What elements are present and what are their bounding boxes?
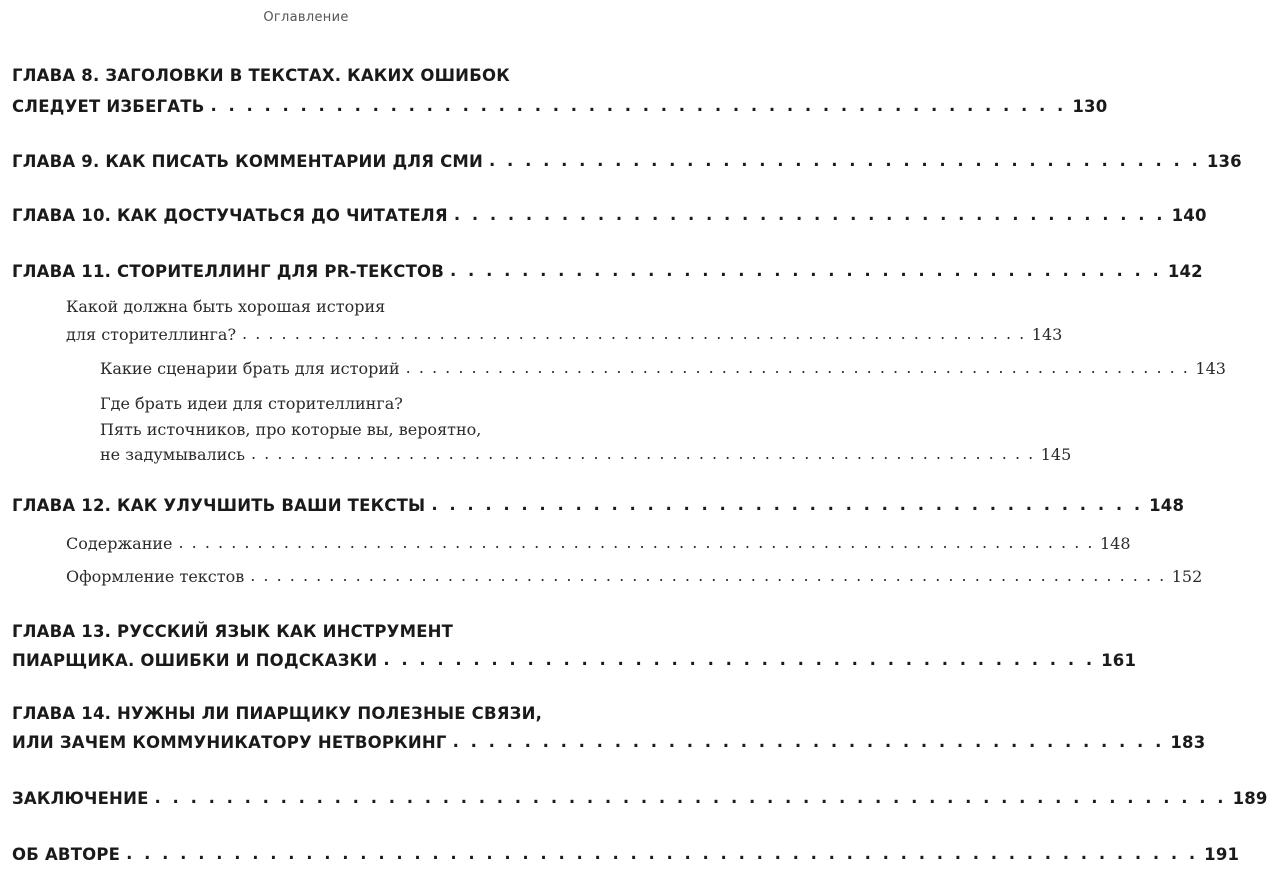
toc-entry-title-line: ОБ АВТОРЕ [12, 845, 121, 864]
toc-page-number: 148 [1099, 534, 1131, 553]
toc-page-number: 148 [1149, 496, 1185, 515]
dot-leader: . . . . . . . . . . . . . . . . . . . . . . . . . . . . . . . . . . . . . . . . . . . . . . . . . . . . . . . . . . . . . . . . . . . . . . [178, 533, 1094, 552]
toc-page-number: 145 [1040, 445, 1072, 464]
toc-entry-title-line: ГЛАВА 10. КАК ДОСТУЧАТЬСЯ ДО ЧИТАТЕЛЯ [12, 206, 448, 225]
toc-page-number: 143 [1195, 359, 1226, 378]
dot-leader: . . . . . . . . . . . . . . . . . . . . . . . . . . . . . . . . . . . . . . . . . . . . . . . . . . . . . . . . . . . . [242, 324, 1026, 343]
toc-entry-title-line: не задумывались [100, 445, 245, 464]
dot-leader: . . . . . . . . . . . . . . . . . . . . . . . . . . . . . . . . . . . . . . . . . . . . . . . . . . . . . . . . . . . . [126, 844, 1199, 863]
toc-page-number: 191 [1204, 845, 1240, 864]
toc-page-number: 130 [1072, 97, 1108, 116]
dot-leader: . . . . . . . . . . . . . . . . . . . . . . . . . . . . . . . . . . . . . . . . . . . . . . . . . . . . . . . . . . . . . . . . . . . . . . [250, 566, 1166, 585]
dot-leader: . . . . . . . . . . . . . . . . . . . . . . . . . . . . . . . . . . . . . . . . . . . . . . . . . . . . . . . . . . . . [154, 788, 1227, 807]
toc-entry-title-line: Где брать идеи для сторителлинга? [100, 394, 403, 413]
toc-entry-leader-line [12, 96, 1108, 116]
dot-leader: . . . . . . . . . . . . . . . . . . . . . . . . . . . . . . . . . . . . . . . . . . . . . . . . [210, 96, 1067, 115]
toc-entry-leader-line [66, 533, 1131, 553]
toc-entry-leader-line [12, 151, 1242, 171]
dot-leader: . . . . . . . . . . . . . . . . . . . . . . . . . . . . . . . . . . . . . . . . [450, 261, 1162, 280]
toc-entry-leader-line [12, 495, 1185, 515]
dot-leader: . . . . . . . . . . . . . . . . . . . . . . . . . . . . . . . . . . . . . . . . [431, 495, 1144, 514]
toc-entry-title-line: Пять источников, про которые вы, вероятно, [100, 420, 482, 439]
toc-entry-title-line: ГЛАВА 11. СТОРИТЕЛЛИНГ ДЛЯ PR-ТЕКСТОВ [12, 262, 445, 281]
toc-page-number: 140 [1171, 206, 1207, 225]
toc-entry-leader-line [66, 566, 1203, 586]
toc-page-number: 161 [1101, 651, 1137, 670]
toc-entry-title-line: ИЛИ ЗАЧЕМ КОММУНИКАТОРУ НЕТВОРКИНГ [12, 733, 447, 752]
toc-entry-title-line: ГЛАВА 9. КАК ПИСАТЬ КОММЕНТАРИИ ДЛЯ СМИ [12, 152, 484, 171]
dot-leader: . . . . . . . . . . . . . . . . . . . . . . . . . . . . . . . . . . . . . . . . [489, 151, 1201, 170]
toc-entry-leader-line [100, 358, 1226, 378]
toc-entry-title-line: ГЛАВА 13. РУССКИЙ ЯЗЫК КАК ИНСТРУМЕНТ [12, 622, 454, 641]
toc-entry-leader-line [66, 324, 1063, 344]
toc-page-number: 189 [1232, 789, 1268, 808]
dot-leader: . . . . . . . . . . . . . . . . . . . . . . . . . . . . . . . . . . . . . . . . [453, 205, 1166, 224]
toc-entry-title-line: Содержание [66, 534, 173, 553]
toc-entry-title-line: для сторителлинга? [66, 325, 237, 344]
toc-entry-leader-line [12, 844, 1240, 864]
toc-entry-title-line: ГЛАВА 12. КАК УЛУЧШИТЬ ВАШИ ТЕКСТЫ [12, 496, 426, 515]
dot-leader: . . . . . . . . . . . . . . . . . . . . . . . . . . . . . . . . . . . . . . . . . . . . . . . . . . . . . . . . . . . . [405, 358, 1190, 377]
toc-entry-leader-line [12, 650, 1137, 670]
dot-leader: . . . . . . . . . . . . . . . . . . . . . . . . . . . . . . . . . . . . . . . . [452, 732, 1165, 751]
dot-leader: . . . . . . . . . . . . . . . . . . . . . . . . . . . . . . . . . . . . . . . . [383, 650, 1096, 669]
toc-page-number: 136 [1206, 152, 1242, 171]
toc-entry-title-line: Оформление текстов [66, 567, 245, 586]
toc-entry-title-line: ПИАРЩИКА. ОШИБКИ И ПОДСКАЗКИ [12, 651, 378, 670]
toc-entry-title-line: СЛЕДУЕТ ИЗБЕГАТЬ [12, 97, 205, 116]
toc-entry-title-line: Какой должна быть хорошая история [66, 297, 386, 316]
toc-entry-title-line: ГЛАВА 14. НУЖНЫ ЛИ ПИАРЩИКУ ПОЛЕЗНЫЕ СВЯЗИ, [12, 704, 543, 723]
toc-entry-title-line: Какие сценарии брать для историй [100, 359, 400, 378]
toc-entry-title-line: ГЛАВА 8. ЗАГОЛОВКИ В ТЕКСТАХ. КАКИХ ОШИБОК [12, 66, 510, 85]
toc-page-number: 183 [1170, 733, 1206, 752]
toc-entry-leader-line [12, 205, 1207, 225]
toc-entry-leader-line [12, 261, 1203, 281]
toc-entry-leader-line [100, 444, 1072, 464]
dot-leader: . . . . . . . . . . . . . . . . . . . . . . . . . . . . . . . . . . . . . . . . . . . . . . . . . . . . . . . . . . . . [250, 444, 1035, 463]
toc-entry-leader-line [12, 732, 1206, 752]
toc-entry-leader-line [12, 788, 1268, 808]
toc-entry-title-line: ЗАКЛЮЧЕНИЕ [12, 789, 149, 808]
toc-page-number: 143 [1031, 325, 1063, 344]
running-head: Оглавление [263, 10, 349, 25]
toc-page-number: 142 [1167, 262, 1203, 281]
toc-page-number: 152 [1171, 567, 1203, 586]
